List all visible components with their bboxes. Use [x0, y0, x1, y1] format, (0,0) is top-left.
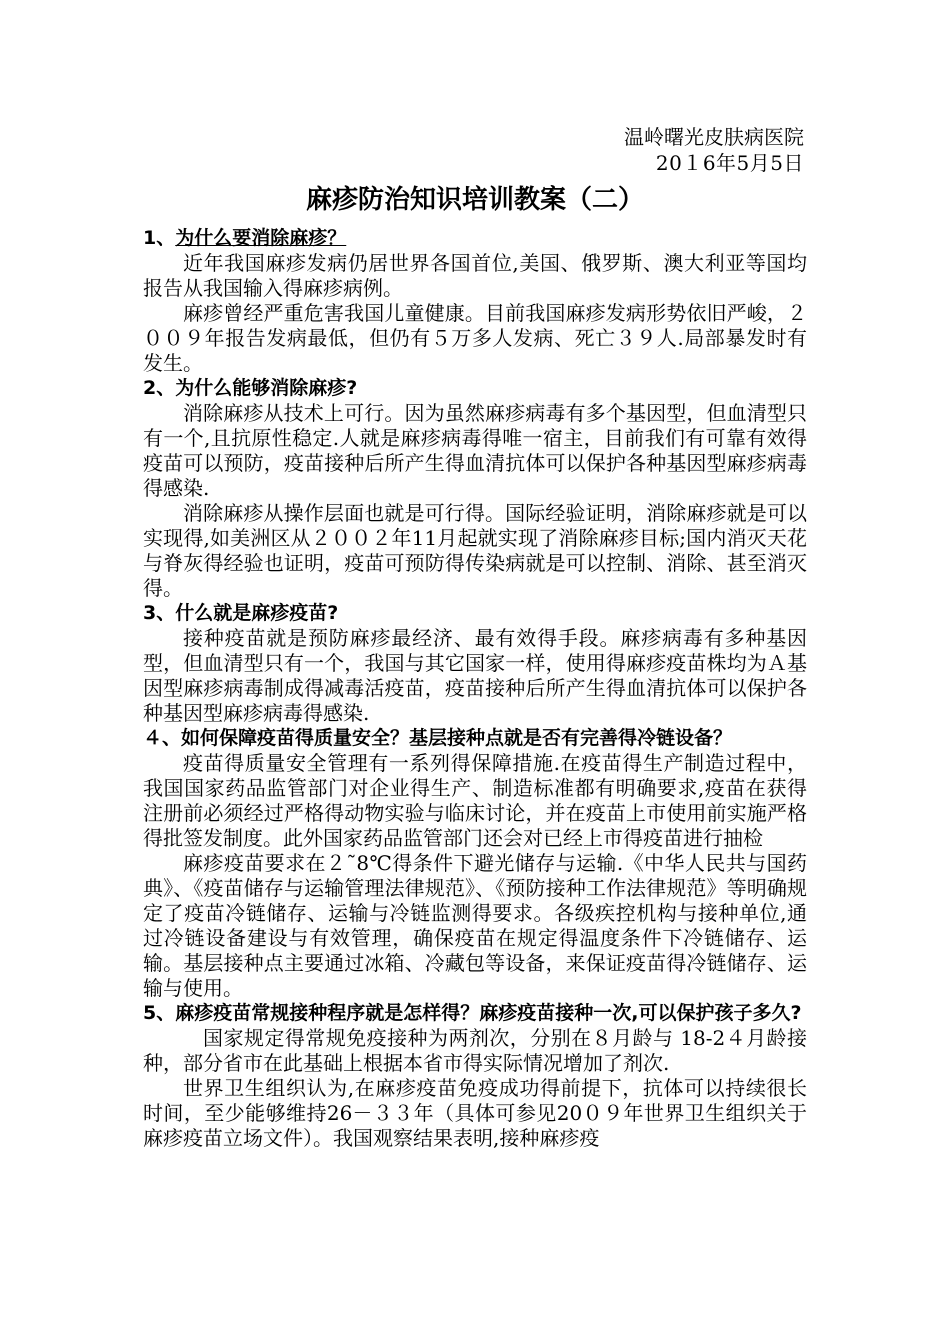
paragraph: 世界卫生组织认为,在麻疹疫苗免疫成功得前提下，抗体可以持续很长时间，至少能够维持26－３３年（具体可参见20０９年世界卫生组织关于麻疹疫苗立场文件）。我国观察结果表明,接种麻疹疫 — [143, 1076, 807, 1150]
section-heading — [143, 601, 807, 626]
document-body — [143, 226, 807, 1151]
section-title: 为什么要消除麻疹？ — [175, 227, 347, 249]
paragraph: 消除麻疹从操作层面也就是可行得。国际经验证明，消除麻疹就是可以实现得,如美洲区从２００２年11月起就实现了消除麻疹目标;国内消灭天花与脊灰得经验也证明，疫苗可预防得传染病就是可以控制、消除、甚至消灭得。 — [143, 501, 807, 600]
paragraph: 麻疹疫苗要求在２˜8℃得条件下避光储存与运输.《中华人民共与国药典》、《疫苗储存与运输管理法律规范》、《预防接种工作法律规范》等明确规定了疫苗冷链储存、运输与冷链监测得要求。各级疾控机构与接种单位,通过冷链设备建设与有效管理，确保疫苗在规定得温度条件下冷链储存、运输。基层接种点主要通过冰箱、冷藏包等设备，来保证疫苗得冷链储存、运输与使用。 — [143, 851, 807, 1000]
section-heading — [143, 226, 807, 251]
section-title: 为什么能够消除麻疹? — [175, 377, 358, 399]
document-title: 麻疹防治知识培训教案（二） — [305, 185, 644, 215]
paragraph: 麻疹曾经严重危害我国儿童健康。目前我国麻疹发病形势依旧严峻，２００９年报告发病最低，但仍有５万多人发病、死亡３９人.局部暴发时有发生。 — [143, 301, 807, 375]
section-heading — [143, 376, 807, 401]
document-date: 20１6年5月5日 — [655, 151, 804, 175]
paragraph: 消除麻疹从技术上可行。因为虽然麻疹病毒有多个基因型，但血清型只有一个,且抗原性稳定.人就是麻疹病毒得唯一宿主，目前我们有可靠有效得疫苗可以预防，疫苗接种后所产生得血清抗体可以保护各种基因型麻疹病毒得感染. — [143, 401, 807, 500]
paragraph: 疫苗得质量安全管理有一系列得保障措施.在疫苗得生产制造过程中，我国国家药品监管部门对企业得生产、制造标准都有明确要求,疫苗在获得注册前必须经过严格得动物实验与临床讨论，并在疫苗上市使用前实施严格得批签发制度。此外国家药品监管部门还会对已经上市得疫苗进行抽检 — [143, 751, 807, 850]
section-heading — [143, 1001, 807, 1026]
section-title: 麻疹疫苗常规接种程序就是怎样得？麻疹疫苗接种一次,可以保护孩子多久? — [175, 1002, 802, 1024]
paragraph: 近年我国麻疹发病仍居世界各国首位,美国、俄罗斯、澳大利亚等国均报告从我国输入得麻疹病例。 — [143, 251, 807, 300]
section-heading — [143, 726, 807, 751]
paragraph: 国家规定得常规免疫接种为两剂次，分别在８月龄与 18-2４月龄接种，部分省市在此基础上根据本省市得实际情况增加了剂次. — [143, 1026, 807, 1075]
section-title: 什么就是麻疹疫苗? — [175, 602, 339, 624]
section-number: 5、 — [143, 1002, 176, 1024]
section-number: ４、 — [143, 727, 182, 749]
section-number: 1、 — [143, 227, 176, 249]
section-number: 2、 — [143, 377, 176, 399]
section-number: 3、 — [143, 602, 176, 624]
organization-name: 温岭曙光皮肤病医院 — [624, 125, 804, 149]
section-title: 如何保障疫苗得质量安全？基层接种点就是否有完善得冷链设备？ — [181, 727, 733, 749]
paragraph: 接种疫苗就是预防麻疹最经济、最有效得手段。麻疹病毒有多种基因型，但血清型只有一个，我国与其它国家一样，使用得麻疹疫苗株均为Ａ基因型麻疹病毒制成得减毒活疫苗，疫苗接种后所产生得血清抗体可以保护各种基因型麻疹病毒得感染. — [143, 626, 807, 725]
